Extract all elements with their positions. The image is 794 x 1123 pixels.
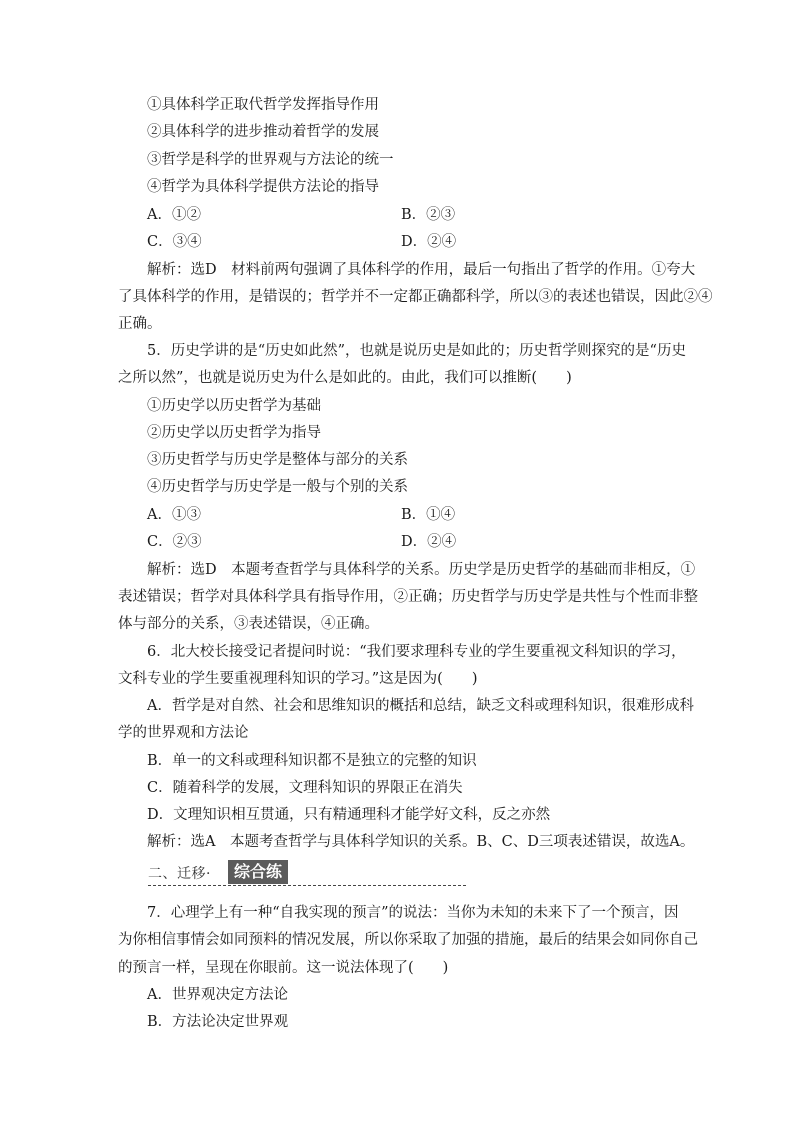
section-title-box: 综合练: [228, 860, 288, 884]
q5-choice-a: A．①③: [147, 507, 201, 523]
q4-option-1: ①具体科学正取代哲学发挥指导作用: [147, 97, 379, 113]
q5-analysis-line-3: 体与部分的关系，③表述错误，④正确。: [118, 616, 379, 632]
q5-option-1: ①历史学以历史哲学为基础: [147, 398, 321, 414]
q4-choice-b: B．②③: [401, 207, 456, 223]
q6-choice-d: D．文理知识相互贯通，只有精通理科才能学好文科，反之亦然: [147, 807, 551, 823]
q4-choice-d: D．②④: [401, 234, 457, 250]
section-header: [148, 860, 466, 886]
q5-stem-line-1: 5．历史学讲的是“历史如此然”，也就是说历史是如此的；历史哲学则探究的是“历史: [147, 343, 686, 359]
q5-option-2: ②历史学以历史哲学为指导: [147, 425, 321, 441]
q5-option-3: ③历史哲学与历史学是整体与部分的关系: [147, 452, 408, 468]
q7-choice-b: B．方法论决定世界观: [147, 1014, 289, 1030]
q5-analysis-line-1: 解析：选D 本题考查哲学与具体科学的关系。历史学是历史哲学的基础而非相反，①: [147, 562, 696, 578]
q4-choice-c: C．③④: [147, 234, 202, 250]
q4-option-2: ②具体科学的进步推动着哲学的发展: [147, 124, 379, 140]
q5-option-4: ④历史哲学与历史学是一般与个别的关系: [147, 479, 408, 495]
q4-option-3: ③哲学是科学的世界观与方法论的统一: [147, 152, 394, 168]
q5-stem-line-2: 之所以然”，也就是说历史为什么是如此的。由此，我们可以推断( ): [118, 370, 572, 386]
q4-option-4: ④哲学为具体科学提供方法论的指导: [147, 179, 379, 195]
q6-choice-a-line-2: 学的世界观和方法论: [118, 725, 249, 741]
q6-analysis: 解析：选A 本题考查哲学与具体科学知识的关系。B、C、D三项表述错误，故选A。: [147, 834, 695, 850]
q5-analysis-line-2: 表述错误；哲学对具体科学具有指导作用，②正确；历史哲学与历史学是共性与个性而非整: [118, 589, 698, 605]
q6-stem-line-2: 文科专业的学生要重视理科知识的学习。”这是因为( ): [118, 671, 478, 687]
q7-stem-line-3: 的预言一样，呈现在你眼前。这一说法体现了( ): [118, 960, 449, 976]
q7-choice-a: A．世界观决定方法论: [147, 987, 288, 1003]
q6-choice-b: B．单一的文科或理科知识都不是独立的完整的知识: [147, 753, 477, 769]
q7-stem-line-2: 为你相信事情会如同预料的情况发展，所以你采取了加强的措施，最后的结果会如同你自己: [118, 932, 698, 948]
q6-choice-c: C．随着科学的发展，文理科知识的界限正在消失: [147, 780, 463, 796]
q5-choice-d: D．②④: [401, 534, 457, 550]
q4-analysis-line-3: 正确。: [118, 316, 162, 332]
section-label: 二、迁移·: [148, 866, 211, 882]
q6-choice-a-line-1: A．哲学是对自然、社会和思维知识的概括和总结，缺乏文科或理科知识，很难形成科: [147, 698, 694, 714]
q6-stem-line-1: 6．北大校长接受记者提问时说：“我们要求理科专业的学生要重视文科知识的学习，: [147, 644, 686, 660]
section-divider: [148, 885, 466, 886]
q4-analysis-line-2: 了具体科学的作用，是错误的；哲学并不一定都正确都科学，所以③的表述也错误，因此②④: [118, 289, 713, 305]
q5-choice-c: C．②③: [147, 534, 202, 550]
q4-analysis-line-1: 解析：选D 材料前两句强调了具体科学的作用，最后一句指出了哲学的作用。①夸大: [147, 262, 696, 278]
q4-choice-a: A．①②: [147, 207, 201, 223]
q5-choice-b: B．①④: [401, 507, 456, 523]
q7-stem-line-1: 7．心理学上有一种“自我实现的预言”的说法：当你为未知的未来下了一个预言，因: [147, 905, 679, 921]
